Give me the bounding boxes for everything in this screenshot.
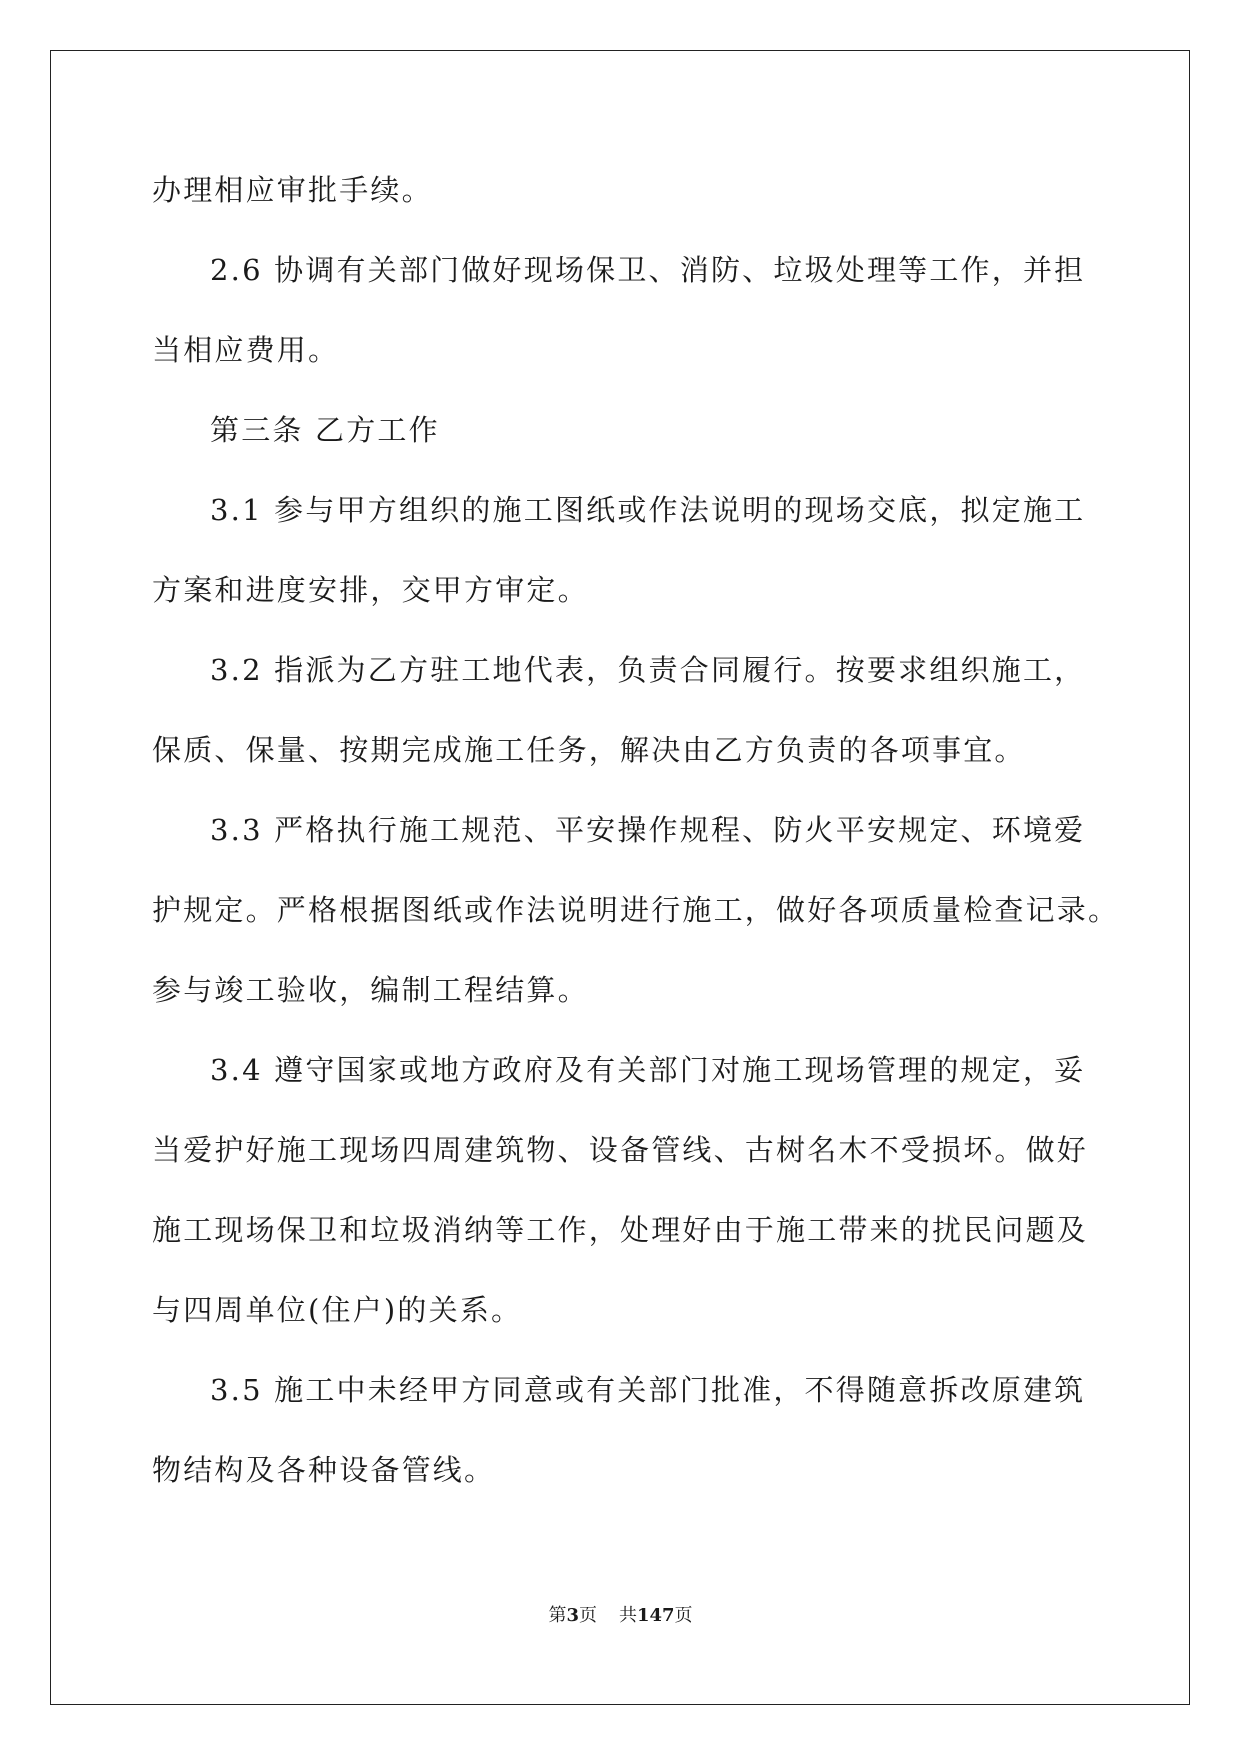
text-line: 保质、保量、按期完成施工任务，解决由乙方负责的各项事宜。 <box>152 733 1026 767</box>
text-line: 物结构及各种设备管线。 <box>152 1453 496 1487</box>
text-line: 与四周单位(住户)的关系。 <box>152 1293 523 1327</box>
paragraph-3-1: 3.1 参与甲方组织的施工图纸或作法说明的现场交底，拟定施工 <box>210 493 1086 527</box>
page-number: 3 <box>566 1605 579 1626</box>
paragraph-3-4: 3.4 遵守国家或地方政府及有关部门对施工现场管理的规定，妥 <box>210 1053 1086 1087</box>
paragraph-3-2: 3.2 指派为乙方驻工地代表，负责合同履行。按要求组织施工， <box>210 653 1086 687</box>
total-prefix: 共 <box>618 1605 637 1626</box>
text-line: 当爱护好施工现场四周建筑物、设备管线、古树名木不受损坏。做好 <box>152 1133 1089 1167</box>
page-prefix: 第 <box>548 1605 567 1626</box>
paragraph-3-5: 3.5 施工中未经甲方同意或有关部门批准，不得随意拆改原建筑 <box>210 1373 1086 1407</box>
text-line: 办理相应审批手续。 <box>152 173 433 207</box>
text-line: 施工现场保卫和垃圾消纳等工作，处理好由于施工带来的扰民问题及 <box>152 1213 1089 1247</box>
paragraph-3-3: 3.3 严格执行施工规范、平安操作规程、防火平安规定、环境爱 <box>210 813 1086 847</box>
page-footer <box>0 1605 1241 1627</box>
total-pages: 147 <box>636 1605 675 1626</box>
total-suffix: 页 <box>674 1605 693 1626</box>
text-line: 护规定。严格根据图纸或作法说明进行施工，做好各项质量检查记录。 <box>152 893 1120 927</box>
text-line: 方案和进度安排，交甲方审定。 <box>152 573 589 607</box>
paragraph-2-6: 2.6 协调有关部门做好现场保卫、消防、垃圾处理等工作，并担 <box>210 253 1086 287</box>
text-line: 当相应费用。 <box>152 333 340 367</box>
section-heading: 第三条 乙方工作 <box>210 413 440 447</box>
text-line: 参与竣工验收，编制工程结算。 <box>152 973 589 1007</box>
page-suffix: 页 <box>578 1605 597 1626</box>
